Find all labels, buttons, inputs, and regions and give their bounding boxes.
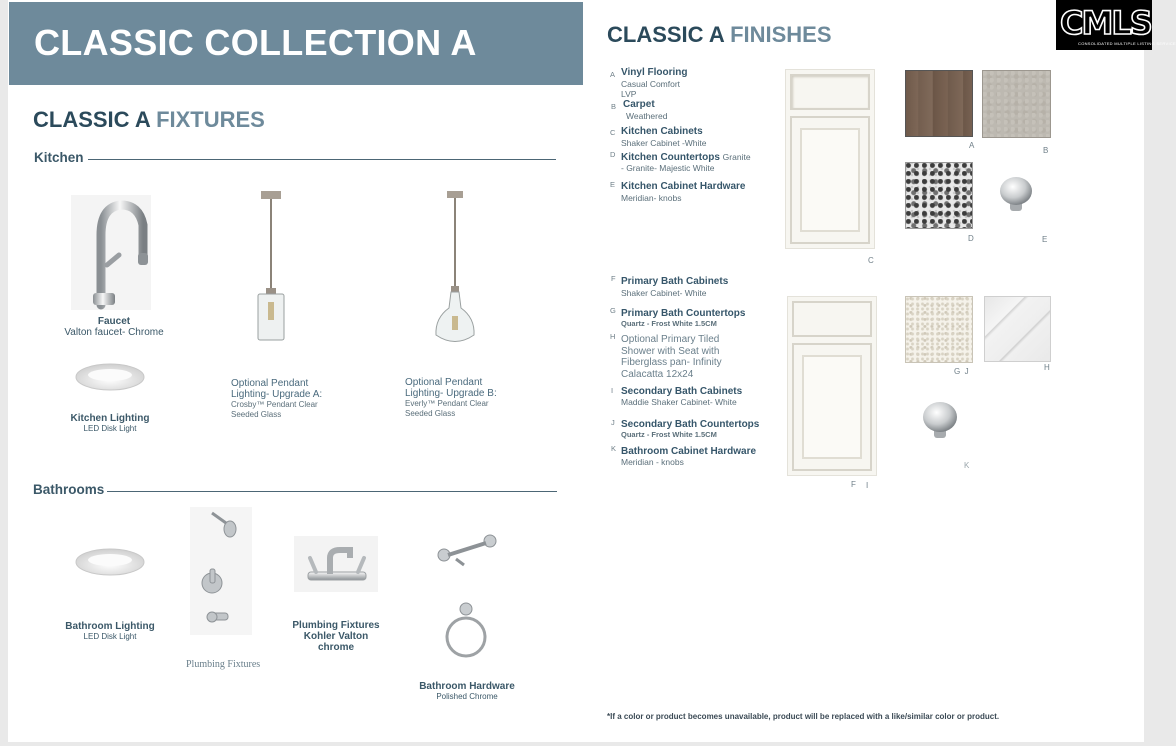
plumbing-line3: chrome bbox=[317, 642, 355, 653]
swatch-label-d: D bbox=[968, 234, 974, 243]
spec-letter: C bbox=[610, 128, 616, 137]
pendant-b-sub1: Everly™ Pendant Clear bbox=[405, 399, 489, 408]
pendant-a-line1: Optional Pendant bbox=[231, 378, 309, 389]
spec-title-extra: Granite bbox=[722, 152, 751, 162]
bath-faucet-image bbox=[294, 536, 378, 592]
bathrooms-subhead: Bathrooms bbox=[33, 482, 105, 497]
plumbing-line2: Kohler Valton bbox=[303, 631, 369, 642]
swatch-label-a: A bbox=[969, 141, 975, 150]
spec-letter: D bbox=[610, 150, 616, 159]
finishes-heading-accent: FINISHES bbox=[730, 22, 832, 47]
spec-letter: E bbox=[610, 180, 616, 189]
spec-title: Kitchen Cabinets bbox=[621, 126, 703, 137]
swatch-label-f: F bbox=[851, 480, 856, 489]
spec-sub: Maddie Shaker Cabinet- White bbox=[621, 397, 737, 407]
finishes-heading bbox=[607, 22, 832, 48]
spec-line: Calacatta 12x24 bbox=[621, 368, 694, 380]
finishes-heading-main: CLASSIC A bbox=[607, 22, 724, 47]
towel-ring-image bbox=[444, 601, 490, 661]
spec-line: Fiberglass pan- Infinity bbox=[621, 357, 722, 368]
calacatta-tile-swatch bbox=[984, 296, 1051, 362]
bath-knob-swatch bbox=[921, 400, 959, 442]
granite-swatch bbox=[905, 162, 973, 229]
spec-letter: B bbox=[611, 102, 617, 111]
bathroom-lighting-caption bbox=[50, 621, 170, 641]
spec-title: Primary Bath Countertops bbox=[621, 308, 746, 319]
spec-letter: J bbox=[611, 418, 615, 427]
spec-title: Vinyl Flooring bbox=[621, 67, 688, 78]
spec-line: Optional Primary Tiled bbox=[621, 334, 720, 345]
title-banner bbox=[9, 2, 583, 85]
spec-sub: LVP bbox=[621, 89, 637, 99]
swatch-label-h: H bbox=[1044, 363, 1050, 372]
spec-sub: Shaker Cabinet -White bbox=[621, 138, 707, 148]
pendant-b-caption bbox=[405, 377, 497, 419]
spec-sub-bold: Quartz - Frost White 1.5CM bbox=[621, 319, 717, 328]
spec-letter: F bbox=[611, 274, 616, 283]
fixtures-heading-accent: FIXTURES bbox=[156, 107, 265, 132]
faucet-title: Faucet bbox=[97, 316, 131, 327]
cmls-logo bbox=[1056, 0, 1176, 50]
faucet-caption bbox=[54, 316, 174, 338]
spec-title-text: Kitchen Countertops bbox=[621, 152, 720, 163]
spec-sub: Weathered bbox=[626, 111, 668, 121]
vinyl-flooring-swatch bbox=[905, 70, 973, 137]
spec-sub: Meridian - knobs bbox=[621, 457, 684, 467]
spec-letter: I bbox=[611, 386, 614, 395]
kitchen-subhead: Kitchen bbox=[34, 150, 84, 165]
fixtures-heading-main: CLASSIC A bbox=[33, 107, 150, 132]
swatch-label-c: C bbox=[868, 256, 874, 265]
spec-title: Bathroom Cabinet Hardware bbox=[621, 446, 757, 457]
pendant-a-caption bbox=[231, 378, 322, 420]
shower-fixtures-image bbox=[190, 507, 252, 635]
spec-title: Carpet bbox=[623, 99, 655, 110]
spec-sub bbox=[621, 319, 717, 329]
spec-title: Secondary Bath Countertops bbox=[621, 419, 760, 430]
spec-letter: A bbox=[610, 70, 616, 79]
logo-text: CMLS bbox=[1060, 4, 1151, 42]
kitchen-disk-light-image bbox=[74, 358, 146, 392]
spec-letter: K bbox=[611, 444, 617, 453]
spec-sub: Casual Comfort bbox=[621, 79, 681, 89]
spec-sub: Shaker Cabinet- White bbox=[621, 288, 707, 298]
spec-letter: G bbox=[610, 306, 616, 315]
bathroom-hardware-title: Bathroom Hardware bbox=[419, 681, 515, 692]
kitchen-lighting-title: Kitchen Lighting bbox=[70, 413, 150, 424]
pendant-b-line2: Lighting- Upgrade B: bbox=[405, 388, 497, 399]
shower-fixtures-caption: Plumbing Fixtures bbox=[186, 659, 261, 670]
swatch-label-b: B bbox=[1043, 146, 1049, 155]
toilet-paper-holder-image bbox=[436, 527, 498, 571]
plumbing-line1: Plumbing Fixtures bbox=[292, 620, 380, 631]
pendant-a-sub1: Crosby™ Pendant Clear bbox=[231, 400, 318, 409]
page-title: CLASSIC COLLECTION A bbox=[34, 22, 477, 63]
faucet-image bbox=[71, 195, 151, 310]
pendant-a-sub2: Seeded Glass bbox=[231, 410, 282, 419]
spec-letter: H bbox=[610, 332, 616, 341]
pendant-b-line1: Optional Pendant bbox=[405, 377, 483, 388]
kitchen-knob-swatch bbox=[998, 175, 1034, 215]
footnote: *If a color or product becomes unavailable, product will be replaced with a like/similar color or product. bbox=[607, 712, 1000, 721]
carpet-swatch bbox=[982, 70, 1051, 138]
bathroom-hardware-sub: Polished Chrome bbox=[436, 692, 498, 701]
bathroom-disk-light-image bbox=[74, 544, 146, 578]
faucet-sub: Valton faucet- Chrome bbox=[64, 327, 164, 338]
quartz-frost-white-swatch bbox=[905, 296, 973, 363]
spec-sub bbox=[621, 430, 717, 440]
spec-sub: Meridian- knobs bbox=[621, 193, 682, 203]
swatch-label-gj: G J bbox=[954, 367, 969, 376]
swatch-label-k: K bbox=[964, 461, 970, 470]
kitchen-cabinet-swatch bbox=[785, 69, 875, 249]
bathroom-hardware-caption bbox=[407, 681, 527, 701]
kitchen-divider bbox=[88, 159, 556, 160]
fixtures-heading bbox=[33, 107, 265, 133]
pendant-a-image bbox=[255, 190, 287, 342]
pendant-b-image bbox=[433, 190, 477, 345]
spec-title: Primary Bath Cabinets bbox=[621, 276, 729, 287]
spec-sub-bold: Quartz - Frost White 1.5CM bbox=[621, 430, 717, 439]
bathroom-lighting-title: Bathroom Lighting bbox=[65, 621, 155, 632]
swatch-label-i: I bbox=[866, 481, 869, 490]
pendant-b-sub2: Seeded Glass bbox=[405, 409, 456, 418]
pendant-a-line2: Lighting- Upgrade A: bbox=[231, 389, 323, 400]
kitchen-lighting-caption bbox=[50, 413, 170, 433]
swatch-label-e: E bbox=[1042, 235, 1048, 244]
spec-sub: - Granite- Majestic White bbox=[621, 163, 715, 173]
kitchen-lighting-sub: LED Disk Light bbox=[83, 424, 137, 433]
spec-title: Secondary Bath Cabinets bbox=[621, 386, 743, 397]
bathrooms-divider bbox=[107, 491, 557, 492]
spec-title bbox=[621, 152, 751, 163]
bathroom-lighting-sub: LED Disk Light bbox=[83, 632, 137, 641]
spec-title: Kitchen Cabinet Hardware bbox=[621, 181, 746, 192]
spec-line: Shower with Seat with bbox=[621, 345, 720, 357]
logo-sub: CONSOLIDATED MULTIPLE LISTING SERVICE bbox=[1078, 41, 1176, 46]
bath-cabinet-swatch bbox=[787, 296, 877, 476]
plumbing-fixtures-caption bbox=[286, 620, 386, 653]
